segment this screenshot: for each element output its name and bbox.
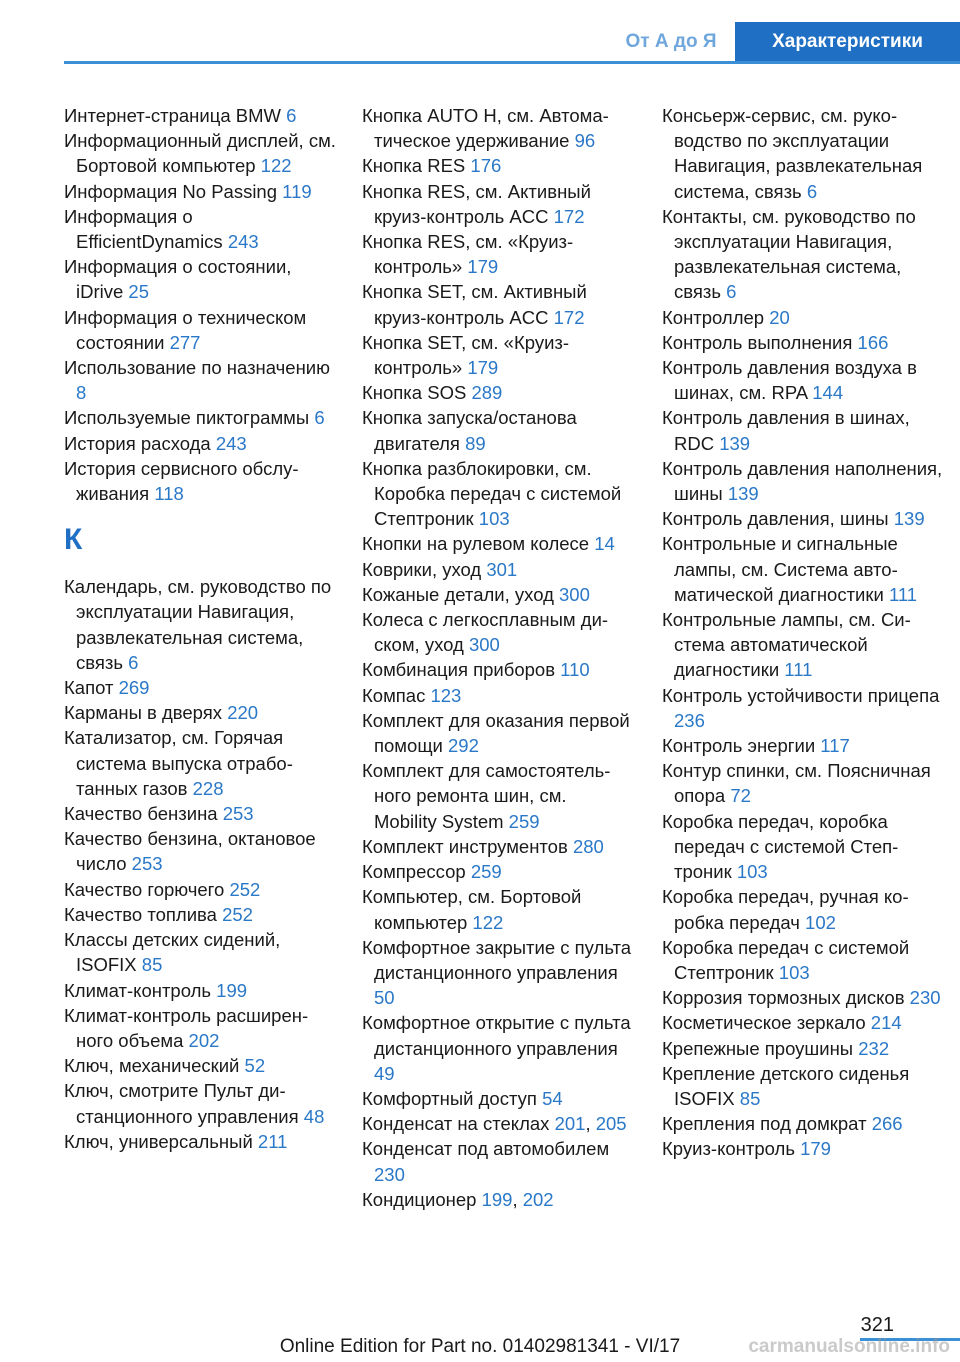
page-link[interactable]: 199	[216, 979, 248, 1001]
index-entry	[64, 801, 336, 826]
page-link[interactable]: 6	[286, 105, 297, 126]
page-link[interactable]: 228	[192, 777, 224, 799]
page-link[interactable]: 119	[282, 180, 312, 202]
page-link[interactable]: 118	[154, 483, 184, 505]
index-entry	[362, 153, 634, 178]
index-entry-text: Качество бензина, октановое число	[64, 828, 316, 875]
index-entry	[362, 884, 634, 934]
page-link[interactable]: 172	[553, 306, 585, 328]
index-entry-text: Компрессор	[362, 861, 471, 883]
index-entry	[64, 1129, 336, 1154]
page-link[interactable]: 232	[858, 1037, 890, 1059]
index-entry	[662, 355, 947, 405]
index-entry	[362, 1111, 634, 1136]
index-entry	[64, 725, 336, 801]
index-entry-text: Крепежные проушины	[662, 1037, 859, 1059]
index-entry	[64, 826, 336, 876]
page-link[interactable]: 301	[486, 558, 518, 580]
page-link[interactable]: 176	[470, 155, 502, 177]
index-entry-text: Кнопка RES	[362, 155, 471, 177]
index-entry	[362, 1187, 634, 1212]
index-entry-text: Компас	[362, 684, 431, 706]
page-link[interactable]: 179	[800, 1138, 831, 1160]
page-header	[0, 0, 960, 64]
page-link[interactable]: 292	[448, 735, 479, 757]
index-entry	[64, 179, 336, 204]
page-link[interactable]: 300	[559, 583, 590, 605]
page-link[interactable]: 236	[674, 709, 705, 731]
page-link[interactable]: 230	[374, 1163, 405, 1185]
page-link[interactable]: 144	[812, 382, 844, 404]
index-entry-text: Кнопка RES, см. Активный круиз-контроль ACC	[362, 180, 591, 227]
index-entry	[362, 279, 634, 329]
index-entry-text: Косметическое зеркало	[662, 1012, 871, 1034]
index-entry	[662, 607, 947, 683]
index-entry	[662, 305, 947, 330]
section-tab[interactable]: От А до Я	[625, 31, 717, 52]
page-link[interactable]: 253	[131, 853, 163, 875]
index-entry-text: Информация о состоянии, iDrive	[64, 256, 292, 303]
index-entry	[64, 902, 336, 927]
page-link[interactable]: 110	[560, 659, 590, 681]
page-link[interactable]: 25	[128, 281, 149, 303]
index-entry-text: Крепление детского сиденья ISOFIX	[662, 1062, 910, 1109]
index-entry-text: Кондиционер	[362, 1188, 482, 1210]
index-entry	[362, 456, 634, 532]
index-entry-text: Карманы в дверях	[64, 702, 228, 724]
index-entry	[662, 1136, 947, 1161]
index-entry	[64, 927, 336, 977]
index-entry	[362, 103, 634, 153]
index-entry-text: Комбинация приборов	[362, 659, 561, 681]
section-letter: К	[64, 523, 83, 557]
index-entry	[64, 254, 336, 304]
index-entry	[662, 330, 947, 355]
index-entry-text: Коррозия тормозных дисков	[662, 987, 910, 1009]
index-entry	[662, 531, 947, 607]
page-link[interactable]: 277	[169, 331, 201, 353]
index-entry-text: Контроль давления воздуха в шинах, см. RPA	[662, 357, 917, 404]
index-entry	[64, 305, 336, 355]
page-link[interactable]: 269	[118, 677, 150, 699]
page-separator: ,	[585, 1113, 596, 1135]
index-entry-text: Коврики, уход	[362, 558, 487, 580]
page-link[interactable]: 48	[303, 1105, 325, 1127]
index-entry	[64, 1003, 336, 1053]
page-link[interactable]: 14	[594, 533, 615, 555]
index-entry-text: Круиз-контроль	[662, 1138, 801, 1160]
header-divider	[64, 61, 960, 64]
page-link[interactable]: 72	[730, 785, 751, 807]
index-entry-text: Контроль устойчивости прицепа	[662, 684, 940, 706]
index-entry	[64, 877, 336, 902]
index-entry	[662, 683, 947, 733]
page-link[interactable]: 8	[76, 382, 87, 404]
index-entry-text: Кнопка SET, см. Активный круиз-контроль ACC	[362, 281, 587, 328]
index-entry-text: Качество топлива	[64, 903, 223, 925]
page-link[interactable]: 54	[542, 1087, 563, 1109]
index-entry-text: Кнопка RES, см. «Круиз-контроль»	[362, 231, 574, 278]
index-entry-text: Использование по назначению	[64, 357, 331, 379]
index-entry	[662, 1111, 947, 1136]
page-link[interactable]: 111	[784, 659, 813, 681]
page-link[interactable]: 202	[522, 1188, 554, 1210]
index-entry-text: Конденсат на стеклах	[362, 1113, 555, 1135]
index-entry	[362, 1010, 634, 1086]
page-link[interactable]: 214	[870, 1012, 902, 1034]
page-link[interactable]: 259	[470, 861, 502, 883]
index-entry	[362, 758, 634, 834]
index-entry-text: Календарь, см. руководство по эксплуатации Навигация, развлекательная система, связь	[64, 576, 332, 673]
page-link[interactable]: 6	[726, 281, 737, 303]
page-link[interactable]: 52	[244, 1055, 266, 1077]
index-entry	[64, 103, 336, 128]
index-entry	[64, 978, 336, 1003]
index-entry	[662, 103, 947, 204]
page-link[interactable]: 201	[554, 1113, 586, 1135]
index-entry-text: Интернет-страница BMW	[64, 105, 287, 126]
index-entry-text: Конденсат под автомобилем	[362, 1138, 610, 1160]
index-entry-text: Колеса с легкосплавным диском, уход	[362, 609, 609, 656]
index-entry-text: Качество горючего	[64, 878, 230, 900]
index-entry-text: Коробка передач, ручная коробка передач	[662, 886, 909, 933]
index-entry-text: Кнопка SOS	[362, 382, 472, 404]
page-link[interactable]: 252	[222, 903, 253, 925]
index-entry	[64, 355, 336, 405]
index-entry	[64, 128, 336, 178]
index-entry	[64, 431, 336, 456]
index-entry	[64, 456, 336, 506]
index-entry	[362, 657, 634, 682]
page-link[interactable]: 111	[888, 583, 918, 605]
index-entry	[662, 506, 947, 531]
index-entry	[362, 229, 634, 279]
page-link[interactable]: 179	[467, 357, 499, 379]
index-entry	[662, 204, 947, 305]
page-link[interactable]: 253	[222, 803, 254, 825]
page-link[interactable]: 89	[465, 432, 486, 454]
index-entry	[662, 733, 947, 758]
page-link[interactable]: 50	[374, 987, 395, 1009]
index-entry-text: Контрольные и сигнальные лампы, см. Система автоматической диагностики	[662, 533, 898, 605]
page-link[interactable]: 205	[595, 1113, 627, 1135]
index-entry-text: Кнопка SET, см. «Круиз-контроль»	[362, 331, 570, 379]
page-link[interactable]: 103	[736, 861, 768, 883]
index-entry	[662, 456, 947, 506]
page-link[interactable]: 6	[128, 651, 139, 673]
index-entry-text: Информация о техническом состоянии	[64, 306, 307, 353]
index-entry-text: Кожаные детали, уход	[362, 583, 560, 605]
page-link[interactable]: 172	[553, 205, 585, 227]
page-link[interactable]: 103	[778, 961, 810, 983]
index-entry-text: Крепления под домкрат	[662, 1113, 872, 1135]
page-link[interactable]: 103	[478, 508, 510, 530]
index-entry	[362, 859, 634, 884]
index-entry-text: Компьютер, см. Бортовой компьютер	[362, 886, 582, 933]
index-entry-text: Информация No Passing	[64, 180, 283, 202]
index-entry	[662, 884, 947, 934]
page-link[interactable]: 202	[188, 1029, 220, 1051]
index-entry-text: Контроль выполнения	[662, 331, 858, 353]
index-column-2	[362, 103, 634, 1212]
index-entry	[662, 809, 947, 885]
page-link[interactable]: 85	[739, 1087, 761, 1109]
page-link[interactable]: 266	[871, 1113, 903, 1135]
index-entry-text: Контроль давления в шинах, RDC	[662, 407, 910, 454]
index-entry	[362, 607, 634, 657]
index-entry-text: Комфортное открытие с пульта дистанционного управления	[362, 1012, 631, 1059]
index-entry	[362, 557, 634, 582]
index-entry-text: Кнопка AUTO H, см. Автоматическое удерживание	[362, 105, 609, 152]
index-entry-text: Контур спинки, см. Поясничная опора	[662, 760, 931, 807]
index-entry-text: Информация о EfficientDynamics	[64, 205, 228, 253]
index-entry	[362, 1086, 634, 1111]
page-link[interactable]: 96	[574, 130, 596, 152]
index-entry	[362, 531, 634, 556]
index-entry-text: Контроль давления, шины	[662, 508, 894, 530]
index-entry	[64, 204, 336, 254]
page-link[interactable]: 139	[893, 508, 925, 530]
index-entry	[362, 683, 634, 708]
index-entry-text: Контроль давления наполнения, шины	[662, 457, 943, 505]
index-entry-text: Климат-контроль	[64, 979, 217, 1001]
index-entry	[64, 700, 336, 725]
page-link[interactable]: 117	[820, 735, 850, 757]
page-link[interactable]: 139	[719, 432, 751, 454]
index-entry-text: Комплект инструментов	[362, 835, 573, 857]
page-link[interactable]: 199	[481, 1188, 513, 1210]
index-entry	[64, 1053, 336, 1078]
page-link[interactable]: 6	[806, 180, 818, 202]
index-entry	[64, 574, 336, 675]
index-entry	[662, 985, 947, 1010]
index-entry	[362, 708, 634, 758]
index-entry-text: Коробка передач, коробка передач с системой Стептроник	[662, 810, 899, 883]
index-entry-text: Ключ, смотрите Пульт дистанционного управления	[64, 1080, 304, 1127]
index-entry-text: Ключ, универсальный	[64, 1130, 258, 1152]
index-entry-text: Комплект для самостоятельного ремонта шин, см. Mobility System	[362, 760, 611, 832]
page-number: 321	[860, 1314, 894, 1336]
page-link[interactable]: 85	[141, 954, 163, 976]
index-entry-text: Комплект для оказания первой помощи	[362, 709, 630, 757]
index-entry-text: Климат-контроль расширенного объема	[64, 1004, 309, 1051]
index-entry	[362, 330, 634, 380]
page-link[interactable]: 230	[909, 987, 941, 1009]
index-entry	[662, 935, 947, 985]
index-entry	[662, 405, 947, 455]
index-entry-text: Контрольные лампы, см. Система автоматической диагностики	[662, 609, 911, 681]
index-entry	[362, 582, 634, 607]
index-entry-text: История расхода	[64, 432, 216, 454]
page-link[interactable]: 243	[215, 432, 247, 454]
page-link[interactable]: 300	[468, 634, 500, 656]
page-link[interactable]: 123	[430, 684, 462, 706]
index-entry	[362, 380, 634, 405]
index-entry-text: Кнопки на рулевом колесе	[362, 533, 595, 555]
index-column-3	[662, 103, 947, 1162]
chapter-tab[interactable]: Характеристики	[735, 22, 960, 62]
index-entry-text: Комфортное закрытие с пульта дистанционного управления	[362, 936, 632, 983]
page-link[interactable]: 259	[508, 810, 540, 832]
edition-note: Online Edition for Part no. 01402981341 - VI/17	[279, 1336, 681, 1357]
index-entry	[64, 405, 336, 430]
index-entry-text: Ключ, механический	[64, 1055, 245, 1077]
page-link[interactable]: 220	[227, 702, 259, 724]
index-entry-text: Кнопка разблокировки, см. Коробка передач с системой Стептроник	[362, 457, 622, 530]
index-entry	[64, 1078, 336, 1128]
index-entry	[64, 675, 336, 700]
page-link[interactable]: 289	[471, 382, 503, 404]
index-entry	[662, 1061, 947, 1111]
page-link[interactable]: 122	[260, 155, 292, 177]
page-link[interactable]: 6	[314, 407, 325, 429]
index-entry	[362, 405, 634, 455]
page-separator: ,	[512, 1188, 523, 1210]
index-entry	[362, 834, 634, 859]
index-entry-text: Информационный дисплей, см. Бортовой компьютер	[64, 130, 336, 177]
index-entry	[362, 179, 634, 229]
page-link[interactable]: 122	[472, 911, 504, 933]
index-entry-text: Качество бензина	[64, 803, 223, 825]
page-link[interactable]: 139	[727, 483, 759, 505]
index-entry-text: Используемые пиктограммы	[64, 407, 315, 429]
index-entry	[662, 758, 947, 808]
page-link[interactable]: 20	[769, 306, 790, 328]
index-entry-text: Контакты, см. руководство по эксплуатации Навигация, развлекательная система, связь	[662, 205, 916, 303]
index-entry-text: Комфортный доступ	[362, 1087, 543, 1109]
index-entry-text: Кнопка запуска/останова двигателя	[362, 407, 577, 454]
index-entry-text: Коробка передач с системой Стептроник	[662, 936, 910, 983]
index-entry	[362, 1136, 634, 1186]
index-entry-text: Катализатор, см. Горячая система выпуска отработанных газов	[64, 727, 293, 799]
page-link[interactable]: 243	[227, 231, 259, 253]
page-link[interactable]: 252	[229, 878, 261, 900]
page-link[interactable]: 211	[257, 1130, 288, 1152]
index-entry	[362, 935, 634, 1011]
index-entry	[662, 1010, 947, 1035]
index-entry-text: Классы детских сидений, ISOFIX	[64, 929, 281, 976]
index-entry-text: Контроль энергии	[662, 735, 821, 757]
page-link[interactable]: 102	[805, 911, 836, 933]
index-entry	[662, 1036, 947, 1061]
page-link[interactable]: 280	[572, 835, 604, 857]
index-entry-text: Капот	[64, 677, 119, 699]
index-entry-text: Консьерж-сервис, см. руководство по эксплуатации Навигация, развлекательная система, связь	[662, 105, 923, 202]
index-entry-text: История сервисного обслуживания	[64, 457, 299, 505]
index-entry-text: Контроллер	[662, 306, 770, 328]
index-column-1	[64, 103, 336, 1154]
watermark: carmanualsonline.info	[748, 1336, 950, 1357]
page-link[interactable]: 166	[857, 331, 889, 353]
page-link[interactable]: 49	[374, 1062, 395, 1084]
page-link[interactable]: 179	[467, 256, 499, 278]
